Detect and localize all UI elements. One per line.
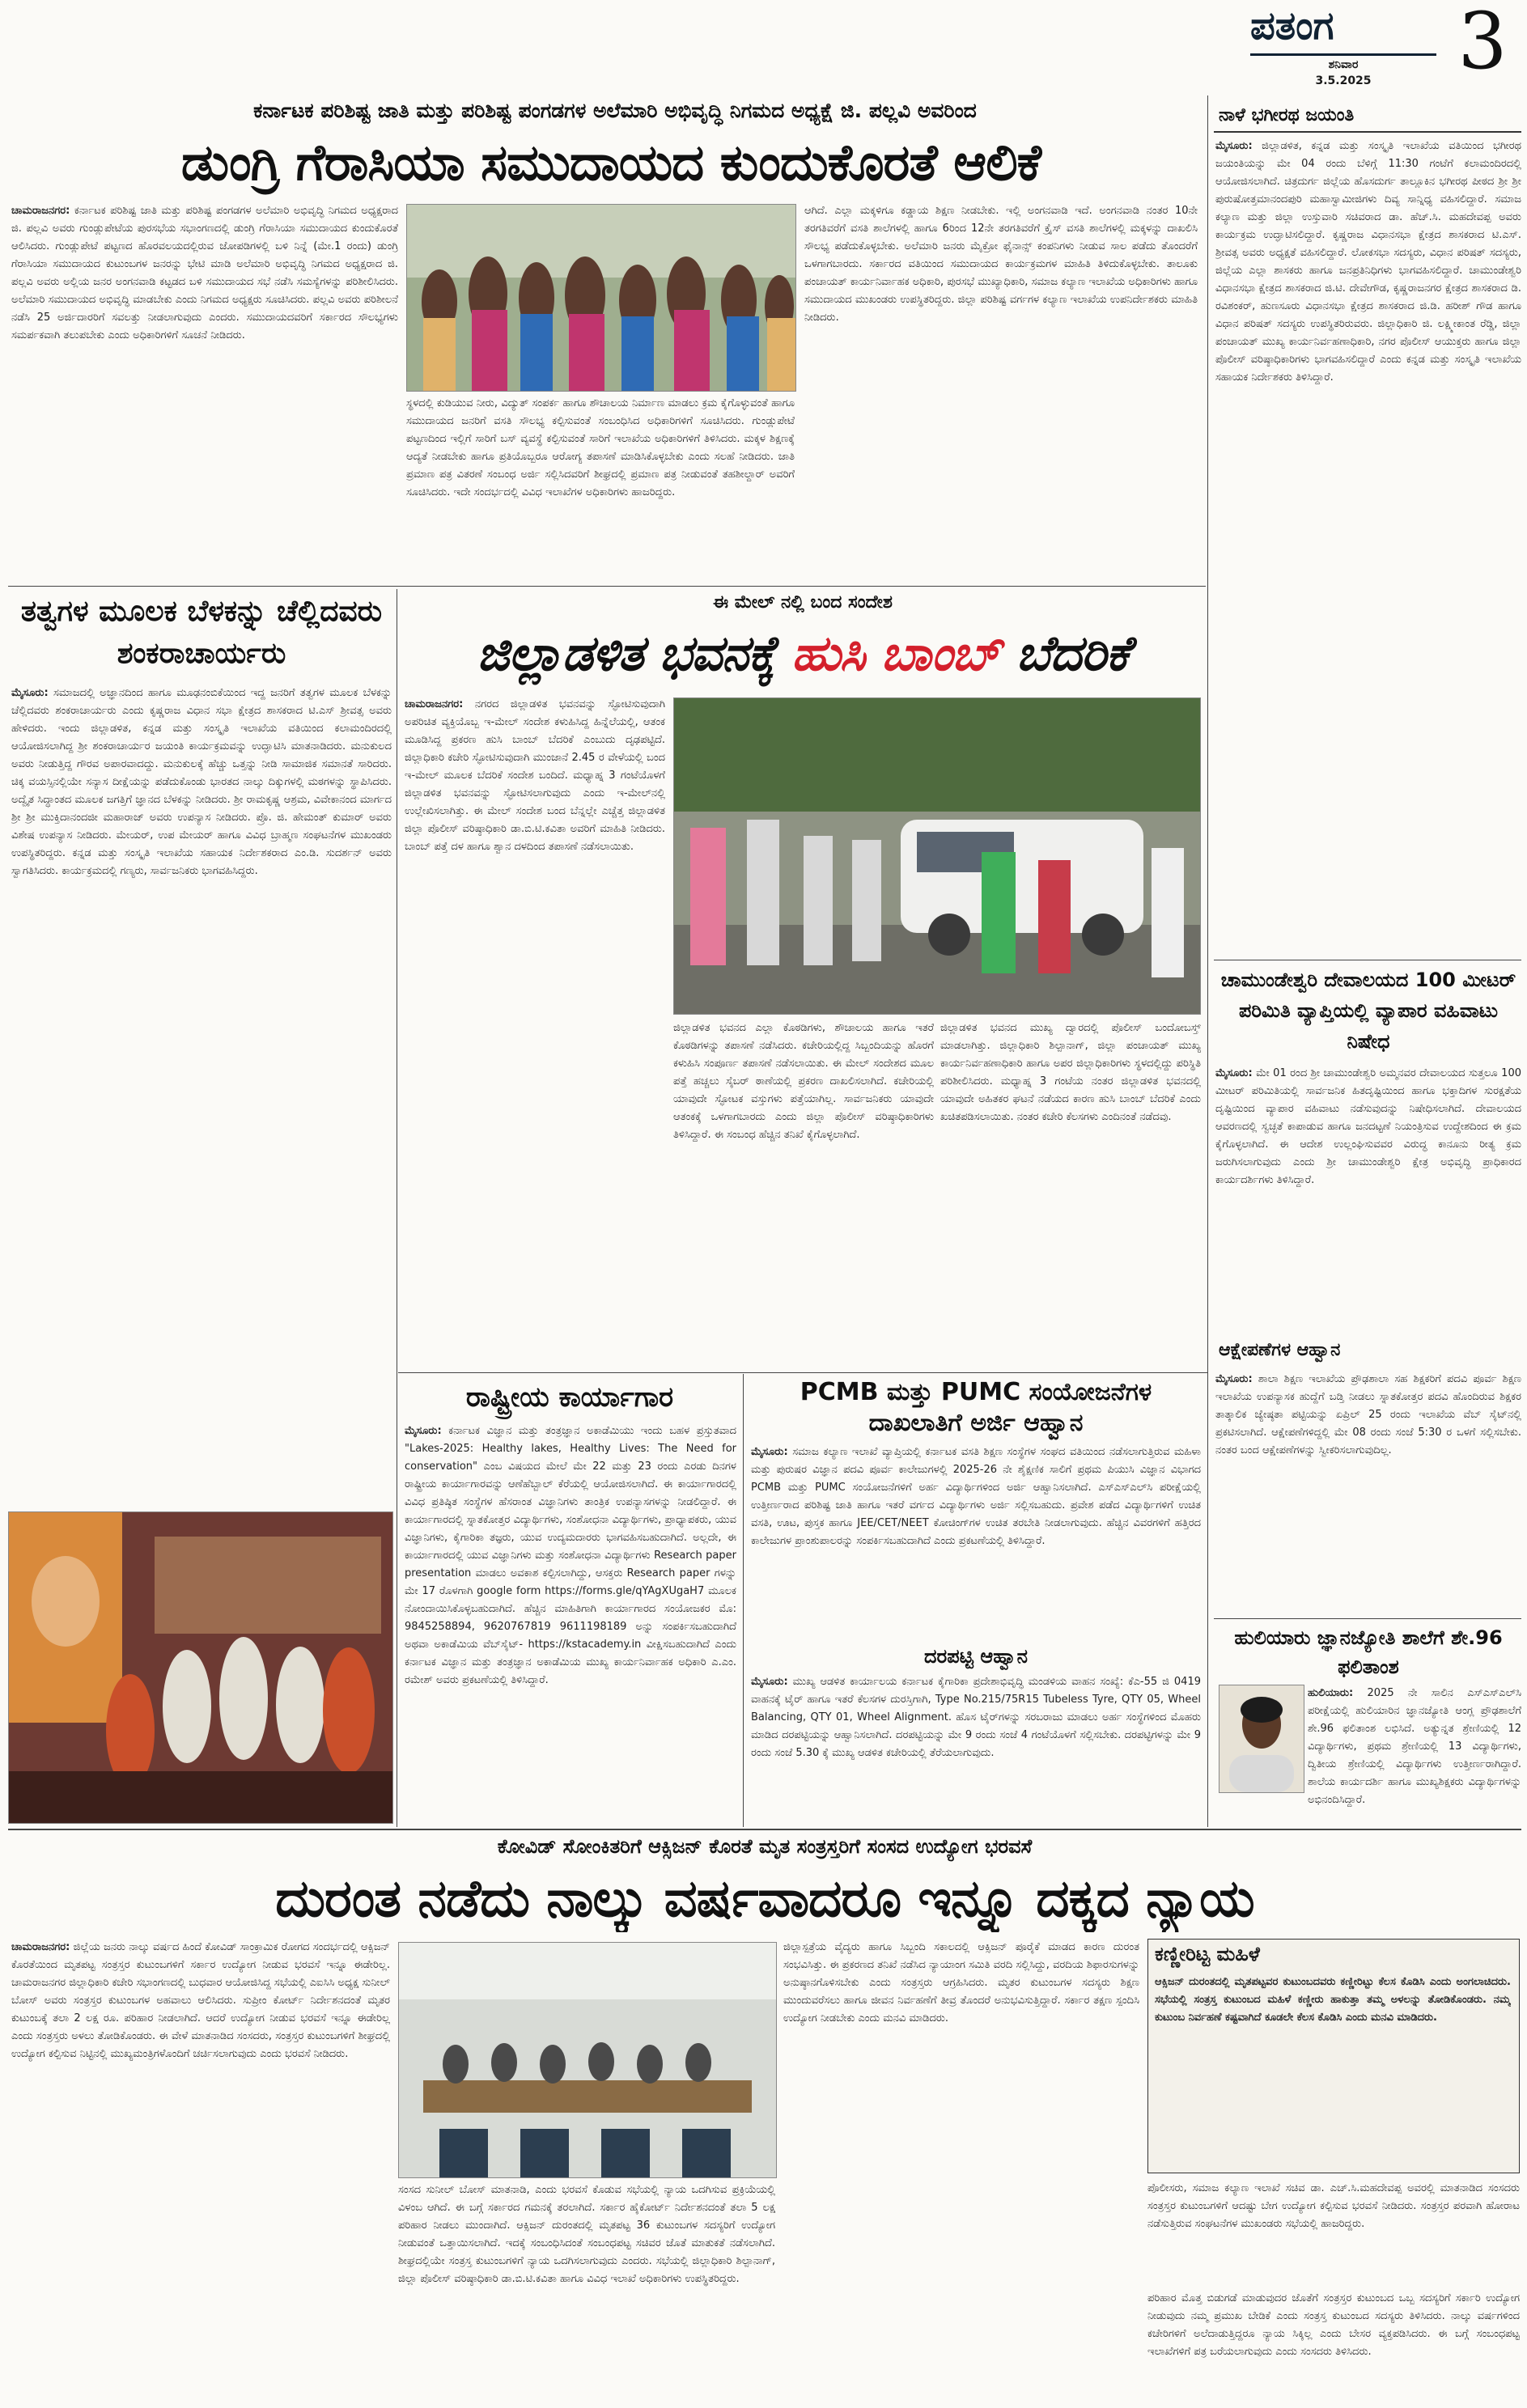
lead-photo <box>406 204 796 392</box>
tender-dateline: ಮೈಸೂರು: <box>751 1676 788 1688</box>
temple-text: ಮೇ 01 ರಂದ ಶ್ರೀ ಚಾಮುಂಡೇಶ್ವರಿ ಅಮ್ಮನವರ ದೇವಾಲಯದ ಸುತ್ತಲೂ 100 ಮೀಟರ್ ಪರಿಮಿತಿಯಲ್ಲಿ ಸಾರ್ವಜನಿಕ ಹಿತದೃಷ್ಟಿಯಿಂದ ಹಾಗೂ ಭಕ್ತಾದಿಗಳ ಸುರಕ್ಷತೆಯ ದೃಷ್ಟಿಯಿಂದ ವ್ಯಾಪಾರ ವಹಿವಾಟು ನಡೆಸುವುದನ್ನು ನಿಷೇಧಿಸಲಾಗಿದೆ. ದೇವಾಲಯದ ಆವರಣದಲ್ಲಿ ಸ್ವಚ್ಛತೆ ಕಾಪಾಡುವ ಹಾಗೂ ಜನದಟ್ಟಣೆ ನಿಯಂತ್ರಿಸುವ ಉದ್ದೇಶದಿಂದ ಈ ಕ್ರಮ ಕೈಗೊಳ್ಳಲಾಗಿದೆ. ಈ ಆದೇಶ ಉಲ್ಲಂಘಿಸುವವರ ವಿರುದ್ಧ ಕಾನೂನು ರೀತ್ಯ ಕ್ರಮ ಜರುಗಿಸಲಾಗುವುದು ಎಂದು ಶ್ರೀ ಚಾಮುಂಡೇಶ್ವರಿ ಕ್ಷೇತ್ರ ಅಭಿವೃದ್ಧಿ ಪ್ರಾಧಿಕಾರದ ಕಾರ್ಯದರ್ಶಿಗಳು ತಿಳಿಸಿದ್ದಾರೆ. <box>1215 1067 1521 1186</box>
lead-headline: ಡುಂಗ್ರಿ ಗೆರಾಸಿಯಾ ಸಮುದಾಯದ ಕುಂದುಕೊರತೆ ಆಲಿಕೆ <box>180 133 1041 192</box>
section-rule <box>8 586 1206 587</box>
bomb-headline <box>405 618 1201 689</box>
workshop-body <box>405 1422 736 1822</box>
student-photo <box>1219 1685 1304 1793</box>
bottom-section-rule <box>8 1829 1521 1830</box>
covid-dateline: ಚಾಮರಾಜನಗರ: <box>11 1941 70 1953</box>
pcmb-title-line-2: ದಾಖಲಾತಿಗೆ ಅರ್ಜಿ ಆಹ್ವಾನ <box>868 1409 1084 1437</box>
page-number: 3 <box>1457 0 1508 87</box>
masthead-rule <box>1250 53 1436 56</box>
column-rule <box>1207 95 1208 1827</box>
covid-col-4: ಪರಿಹಾರ ಮೊತ್ತ ಬಿಡುಗಡೆ ಮಾಡುವುದರ ಜೊತೆಗೆ ಸಂತ್ರಸ್ತರ ಕುಟುಂಬದ ಒಬ್ಬ ಸದಸ್ಯರಿಗೆ ಸರ್ಕಾರಿ ಉದ್ಯೋಗ ನೀಡುವುದು ನಮ್ಮ ಪ್ರಮುಖ ಬೇಡಿಕೆ ಎಂದು ಸಂತ್ರಸ್ತ ಕುಟುಂಬದ ಸದಸ್ಯರು ತಿಳಿಸಿದರು. ನಾಲ್ಕು ವರ್ಷಗಳಿಂದ ಕಚೇರಿಗಳಿಗೆ ಅಲೆದಾಡುತ್ತಿದ್ದರೂ ನ್ಯಾಯ ಸಿಕ್ಕಿಲ್ಲ ಎಂದು ಬೇಸರ ವ್ಯಕ್ತಪಡಿಸಿದರು. ಈ ಬಗ್ಗೆ ಸಂಬಂಧಪಟ್ಟ ಇಲಾಖೆಗಳಿಗೆ ಪತ್ರ ಬರೆಯಲಾಗುವುದು ಎಂದು ಸಂಸದರು ತಿಳಿಸಿದರು. <box>1147 2292 1520 2358</box>
pcmb-title-line-1: PCMB ಮತ್ತು PUMC ಸಂಯೋಜನೆಗಳ <box>800 1378 1152 1406</box>
temple-dateline: ಮೈಸೂರು: <box>1215 1067 1253 1079</box>
appeal-dateline: ಮೈಸೂರು: <box>1215 1373 1253 1385</box>
sidebar-top-body <box>1215 138 1521 955</box>
sidebar-rule-2 <box>1214 1618 1521 1619</box>
shankara-photo <box>8 1511 393 1824</box>
bomb-col-1-text: ನಗರದ ಜಿಲ್ಲಾಡಳಿತ ಭವನವನ್ನು ಸ್ಫೋಟಿಸುವುದಾಗಿ ಅಪರಿಚಿತ ವ್ಯಕ್ತಿಯೊಬ್ಬ ಇ-ಮೇಲ್ ಸಂದೇಶ ಕಳುಹಿಸಿದ್ದ ಹಿನ್ನೆಲೆಯಲ್ಲಿ, ಆತಂಕ ಮೂಡಿಸಿದ್ದ ಪ್ರಕರಣ ಹುಸಿ ಬಾಂಬ್ ಬೆದರಿಕೆ ಎಂಬುದು ದೃಢಪಟ್ಟಿದೆ. ಜಿಲ್ಲಾಧಿಕಾರಿ ಕಚೇರಿ ಸ್ಫೋಟಿಸುವುದಾಗಿ ಮುಂಜಾನೆ 2.45 ರ ವೇಳೆಯಲ್ಲಿ ಬಂದ ಇ-ಮೇಲ್ ಮೂಲಕ ಬೆದರಿಕೆ ಸಂದೇಶ ಬಂದಿದೆ. ಮಧ್ಯಾಹ್ನ 3 ಗಂಟೆಯೊಳಗೆ ಜಿಲ್ಲಾಡಳಿತ ಭವನವನ್ನು ಸ್ಫೋಟಿಸಲಾಗುವುದು ಎಂದು ಇ-ಮೇಲ್‌ನಲ್ಲಿ ಉಲ್ಲೇಖಿಸಲಾಗಿತ್ತು. ಈ ಮೇಲ್ ಸಂದೇಶ ಬಂದ ಬೆನ್ನಲ್ಲೇ ಎಚ್ಚೆತ್ತ ಜಿಲ್ಲಾಡಳಿತ ಜಿಲ್ಲಾ ಪೊಲೀಸ್ ವರಿಷ್ಠಾಧಿಕಾರಿ ಡಾ.ಬಿ.ಟಿ.ಕವಿತಾ ಅವರಿಗೆ ಮಾಹಿತಿ ನೀಡಿದರು. ಬಾಂಬ್ ಪತ್ತೆ ದಳ ಹಾಗೂ ಶ್ವಾನ ದಳದಿಂದ ತಪಾಸಣೆ ನಡೆಸಲಾಯಿತು. <box>405 698 665 853</box>
school-body <box>1308 1685 1521 1822</box>
bomb-col-3: ಜಿಲ್ಲಾಡಳಿತ ಭವನದ ಮುಖ್ಯ ದ್ವಾರದಲ್ಲಿ ಪೊಲೀಸ್ ಬಂದೋಬಸ್ತ್ ಮಾಡಲಾಗಿತ್ತು. ಜಿಲ್ಲಾಧಿಕಾರಿ ಶಿಲ್ಪಾನಾಗ್, ಜಿಲ್ಲಾ ಪಂಚಾಯತ್ ಮುಖ್ಯ ಕಾರ್ಯನಿರ್ವಹಣಾಧಿಕಾರಿ ಹಾಗೂ ಅಪರ ಜಿಲ್ಲಾಧಿಕಾರಿಗಳು ಸ್ಥಳದಲ್ಲಿದ್ದು ಪರಿಸ್ಥಿತಿ ಪರಿಶೀಲಿಸಿದರು. ಮಧ್ಯಾಹ್ನ 3 ಗಂಟೆಯ ನಂತರ ಜಿಲ್ಲಾಡಳಿತ ಭವನದಲ್ಲಿ ಯಾವುದೇ ಅಹಿತಕರ ಘಟನೆ ನಡೆಯದ ಕಾರಣ ಹುಸಿ ಬಾಂಬ್ ಬೆದರಿಕೆ ಎಂದು ಖಚಿತಪಡಿಸಲಾಯಿತು. ನಂತರ ಕಚೇರಿ ಕೆಲಸಗಳು ಎಂದಿನಂತೆ ನಡೆದವು. <box>940 1022 1201 1123</box>
pcmb-dateline: ಮೈಸೂರು: <box>751 1446 788 1458</box>
tears-title: ಕಣ್ಣೀರಿಟ್ಟ ಮಹಿಳೆ <box>1155 1943 1260 1965</box>
workshop-rule <box>743 1374 744 1827</box>
lead-kicker: ಕರ್ನಾಟಕ ಪರಿಶಿಷ್ಟ ಜಾತಿ ಮತ್ತು ಪರಿಶಿಷ್ಟ ಪಂಗಡಗಳ ಅಲೆಮಾರಿ ಅಭಿವೃದ್ಧಿ ನಿಗಮದ ಅಧ್ಯಕ್ಷೆ ಜಿ. ಪಲ್ಲವಿ ಅವರಿಂದ <box>253 99 977 122</box>
tender-text: ಮುಖ್ಯ ಆಡಳಿತ ಕಾರ್ಯಾಲಯ ಕರ್ನಾಟಕ ಕೈಗಾರಿಕಾ ಪ್ರದೇಶಾಭಿವೃದ್ಧಿ ಮಂಡಳಿಯ ವಾಹನ ಸಂಖ್ಯೆ: ಕೆಎ-55 ಜಿ 0419 ವಾಹನಕ್ಕೆ ಟೈರ್ ಹಾಗೂ ಇತರೆ ಕೆಲಸಗಳ ದುರಸ್ತಿಗಾಗಿ, Type No.215/75R15 Tubeless Tyre, QTY 05, Wheel Balancing, QTY 01, Wheel Alignment. ಹೊಸ ಟೈರ್‌ಗಳನ್ನು ಸರಬರಾಜು ಮಾಡಲು ಅರ್ಹ ಸಂಸ್ಥೆಗಳಿಂದ ಮೊಹರು ಮಾಡಿದ ದರಪಟ್ಟಿಯನ್ನು ಆಹ್ವಾನಿಸಲಾಗಿದೆ. ದರಪಟ್ಟಿಯನ್ನು ಮೇ 9 ರಂದು ಸಂಜೆ 4 ಗಂಟೆಯೊಳಗೆ ಸಲ್ಲಿಸಬೇಕು. ದರಪಟ್ಟಿಗಳನ್ನು ಮೇ 9 ರಂದು ಸಂಜೆ 5.30 ಕ್ಕೆ ಮುಖ್ಯ ಆಡಳಿತ ಕಚೇರಿಯಲ್ಲಿ ತೆರೆಯಲಾಗುವುದು. <box>751 1676 1201 1759</box>
masthead <box>1234 0 1527 95</box>
covid-col-2: ಸಂಸದ ಸುನೀಲ್ ಬೋಸ್ ಮಾತನಾಡಿ, ಎಂದು ಭರವಸೆ ಕೊಡುವ ಸಭೆಯಲ್ಲಿ ನ್ಯಾಯ ಒದಗಿಸುವ ಪ್ರಕ್ರಿಯೆಯಲ್ಲಿ ವಿಳಂಬ ಆಗಿದೆ. ಈ ಬಗ್ಗೆ ಸರ್ಕಾರದ ಗಮನಕ್ಕೆ ತರಲಾಗಿದೆ. ಸರ್ಕಾರ ಹೈಕೋರ್ಟ್ ನಿರ್ದೇಶನದಂತೆ ತಲಾ 5 ಲಕ್ಷ ಪರಿಹಾರ ನೀಡಲು ಮುಂದಾಗಿದೆ. ಆಕ್ಸಿಜನ್ ದುರಂತದಲ್ಲಿ ಮೃತಪಟ್ಟ 36 ಕುಟುಂಬಗಳ ಸದಸ್ಯರಿಗೆ ಉದ್ಯೋಗ ನೀಡುವಂತೆ ಒತ್ತಾಯಿಸಲಾಗಿದೆ. ಇದಕ್ಕೆ ಸಂಬಂಧಿಸಿದಂತೆ ಸಂಬಂಧಪಟ್ಟ ಸಚಿವರ ಜೊತೆ ಮಾತುಕತೆ ನಡೆಸಲಾಗಿದೆ. ಶೀಘ್ರದಲ್ಲಿಯೇ ಸಂತ್ರಸ್ತ ಕುಟುಂಬಗಳಿಗೆ ನ್ಯಾಯ ಒದಗಿಸಲಾಗುವುದು ಎಂದರು. ಸಭೆಯಲ್ಲಿ ಜಿಲ್ಲಾಧಿಕಾರಿ ಶಿಲ್ಪಾನಾಗ್, ಜಿಲ್ಲಾ ಪೊಲೀಸ್ ವರಿಷ್ಠಾಧಿಕಾರಿ ಡಾ.ಬಿ.ಟಿ.ಕವಿತಾ ಹಾಗೂ ವಿವಿಧ ಇಲಾಖೆ ಅಧಿಕಾರಿಗಳು ಉಪಸ್ಥಿತರಿದ್ದರು. <box>398 2184 775 2285</box>
school-dateline: ಹುಲಿಯಾರು: <box>1308 1687 1354 1699</box>
bomb-col-1 <box>405 696 665 1367</box>
shankara-text: ಸಮಾಜದಲ್ಲಿ ಅಜ್ಞಾನದಿಂದ ಹಾಗೂ ಮೂಢನಂಬಿಕೆಯಿಂದ ಇದ್ದ ಜನರಿಗೆ ತತ್ವಗಳ ಮೂಲಕ ಬೆಳಕನ್ನು ಚೆಲ್ಲಿದವರು ಶಂಕರಾಚಾರ್ಯರು ಎಂದು ಕೃಷ್ಣರಾಜ ವಿಧಾನ ಸಭಾ ಕ್ಷೇತ್ರದ ಶಾಸಕರಾದ ಟಿ.ಎಸ್ ಶ್ರೀವತ್ಸ ಅವರು ಹೇಳಿದರು. ಇಂದು ಜಿಲ್ಲಾಡಳಿತ, ಕನ್ನಡ ಮತ್ತು ಸಂಸ್ಕೃತಿ ಇಲಾಖೆಯ ವತಿಯಿಂದ ಕಲಾಮಂದಿರದಲ್ಲಿ ಆಯೋಜಿಸಲಾಗಿದ್ದ ಶ್ರೀ ಶಂಕರಾಚಾರ್ಯರ ಜಯಂತಿ ಕಾರ್ಯಕ್ರಮವನ್ನು ಉದ್ಘಾಟಿಸಿ ಮಾತನಾಡಿದರು. ಮನುಕುಲದ ಅವರು ನೀಡುತ್ತಿದ್ದ ಗೌರವ ಅಪಾರವಾದದ್ದು. ಮನುಕುಲಕ್ಕೆ ಹೆಚ್ಚು ಒತ್ತನ್ನು ನೀಡಿ ಸಾಮಾಜಿಕ ಸಮಾನತೆ ಸಾರಿದರು. ಚಿಕ್ಕ ವಯಸ್ಸಿನಲ್ಲಿಯೇ ಸನ್ಯಾಸ ದೀಕ್ಷೆಯನ್ನು ಪಡೆದುಕೊಂಡು ಭಾರತದ ನಾಲ್ಕು ದಿಕ್ಕುಗಳಲ್ಲಿ ಮಠಗಳನ್ನು ಸ್ಥಾಪಿಸಿದರು. ಅದ್ವೈತ ಸಿದ್ಧಾಂತದ ಮೂಲಕ ಜಗತ್ತಿಗೆ ಜ್ಞಾನದ ಬೆಳಕನ್ನು ನೀಡಿದರು. ಶ್ರೀ ರಾಮಕೃಷ್ಣ ಆಶ್ರಮ, ವಿವೇಕಾನಂದ ಮಾರ್ಗದ ಶ್ರೀ ಶ್ರೀ ಮುಕ್ತಿದಾನಂದಜೀ ಮಹಾರಾಜ್ ಅವರು ಉಪನ್ಯಾಸ ನೀಡಿದರು. ಪ್ರೊ. ಜಿ. ಹೇಮಂತ್ ಕುಮಾರ್ ಅವರು ವಿಶೇಷ ಉಪನ್ಯಾಸ ನೀಡಿದರು. ಮೇಯರ್, ಉಪ ಮೇಯರ್ ಹಾಗೂ ವಿವಿಧ ಬ್ರಾಹ್ಮಣ ಸಂಘಟನೆಗಳ ಮುಖಂಡರು ಉಪಸ್ಥಿತರಿದ್ದರು. ಕನ್ನಡ ಮತ್ತು ಸಂಸ್ಕೃತಿ ಇಲಾಖೆಯ ಸಹಾಯಕ ನಿರ್ದೇಶಕರಾದ ಎಂ.ಡಿ. ಸುದರ್ಶನ್ ಅವರು ಸ್ವಾಗತಿಸಿದರು. ಕಾರ್ಯಕ್ರಮದಲ್ಲಿ ಗಣ್ಯರು, ಸಾರ್ವಜನಿಕರು ಭಾಗವಹಿಸಿದ್ದರು. <box>11 687 392 877</box>
bomb-headline-pre: ಜಿಲ್ಲಾಡಳಿತ ಭವನಕ್ಕೆ <box>477 625 776 682</box>
masthead-date: 3.5.2025 <box>1315 74 1372 87</box>
pcmb-text: ಸಮಾಜ ಕಲ್ಯಾಣ ಇಲಾಖೆ ವ್ಯಾಪ್ತಿಯಲ್ಲಿ ಕರ್ನಾಟಕ ವಸತಿ ಶಿಕ್ಷಣ ಸಂಸ್ಥೆಗಳ ಸಂಘದ ವತಿಯಿಂದ ನಡೆಸಲಾಗುತ್ತಿರುವ ಮಹಿಳಾ ಮತ್ತು ಪುರುಷರ ವಿಜ್ಞಾನ ಪದವಿ ಪೂರ್ವ ಕಾಲೇಜುಗಳಲ್ಲಿ 2025-26 ನೇ ಶೈಕ್ಷಣಿಕ ಸಾಲಿಗೆ ಪ್ರಥಮ ಪಿಯುಸಿ ವಿಜ್ಞಾನ ವಿಭಾಗದ PCMB ಮತ್ತು PUMC ಸಂಯೋಜನೆಗಳಿಗೆ ಅರ್ಹ ವಿದ್ಯಾರ್ಥಿಗಳಿಂದ ಅರ್ಜಿ ಆಹ್ವಾನಿಸಲಾಗಿದೆ. ಎಸ್ಎಸ್ಎಲ್‌ಸಿ ಪರೀಕ್ಷೆಯಲ್ಲಿ ಉತ್ತೀರ್ಣರಾದ ಪರಿಶಿಷ್ಟ ಜಾತಿ ಹಾಗೂ ಇತರೆ ವರ್ಗದ ವಿದ್ಯಾರ್ಥಿಗಳು ಅರ್ಜಿ ಸಲ್ಲಿಸಬಹುದು. ಪ್ರವೇಶ ಪಡೆದ ವಿದ್ಯಾರ್ಥಿಗಳಿಗೆ ಉಚಿತ ವಸತಿ, ಊಟ, ಪುಸ್ತಕ ಹಾಗೂ JEE/CET/NEET ಕೋಚಿಂಗ್‌ಗಳ ಉಚಿತ ತರಬೇತಿ ನೀಡಲಾಗುವುದು. ಹೆಚ್ಚಿನ ವಿವರಗಳಿಗೆ ಹತ್ತಿರದ ಕಾಲೇಜುಗಳ ಪ್ರಾಂಶುಪಾಲರನ್ನು ಸಂಪರ್ಕಿಸಬಹುದಾಗಿದೆ ಎಂದು ಪ್ರಕಟಣೆಯಲ್ಲಿ ತಿಳಿಸಿದ್ದಾರೆ. <box>751 1446 1201 1547</box>
covid-headline: ದುರಂತ ನಡೆದು ನಾಲ್ಕು ವರ್ಷವಾದರೂ ಇನ್ನೂ ದಕ್ಕದ ನ್ಯಾಯ <box>275 1869 1254 1929</box>
lead-col-1-text: ಕರ್ನಾಟಕ ಪರಿಶಿಷ್ಟ ಜಾತಿ ಮತ್ತು ಪರಿಶಿಷ್ಟ ಪಂಗಡಗಳ ಅಲೆಮಾರಿ ಅಭಿವೃದ್ಧಿ ನಿಗಮದ ಅಧ್ಯಕ್ಷರಾದ ಜಿ. ಪಲ್ಲವಿ ಅವರು ಗುಂಡ್ಲುಪೇಟೆಯ ಪುರಸಭೆಯ ಸಭಾಂಗಣದಲ್ಲಿ ಡುಂಗ್ರಿ ಗೆರಾಸಿಯಾ ಸಮುದಾಯದ ಕುಂದುಕೊರತೆ ಆಲಿಸಿದರು. ಗುಂಡ್ಲುಪೇಟೆ ಪಟ್ಟಣದ ಹೊರವಲಯದಲ್ಲಿರುವ ಜೋಪಡಿಗಳಲ್ಲಿ ಬಳಿ ನಿನ್ನೆ (ಮೇ.1 ರಂದು) ಡುಂಗ್ರಿ ಗೆರಾಸಿಯಾ ಸಮುದಾಯದ ಕುಟುಂಬಗಳ ಜನರನ್ನು ಭೇಟಿ ಮಾಡಿ ಅಲೆಮಾರಿ ಅಭಿವೃದ್ಧಿ ನಿಗಮದ ಅಧ್ಯಕ್ಷರಾದ ಜಿ. ಪಲ್ಲವಿ ಅವರು ಅಲ್ಲಿಯ ಜನರ ಅಂಗನವಾಡಿ ಕಟ್ಟಡದ ಬಳಿ ಸಮುದಾಯದ ಸಭೆ ನಡೆಸಿ ಸಮಸ್ಯೆಗಳನ್ನು ಪರಿಶೀಲಿಸಿದರು. ಅಲೆಮಾರಿ ಸಮುದಾಯದ ಅಭಿವೃದ್ಧಿ ಮಾಡಬೇಕು ಎಂದು ನಿಗಮದ ಅಧ್ಯಕ್ಷರು ಸೂಚಿಸಿದರು. ಪಲ್ಲವಿ ಅವರು ಪರಿಶೀಲನೆ ನಡೆಸಿ 25 ಅರ್ಜಿದಾರರಿಗೆ ಸವಲತ್ತು ನೀಡಲಾಗುವುದು ಎಂದರು. ಸಮುದಾಯದವರಿಗೆ ಸರ್ಕಾರದ ಸೌಲಭ್ಯಗಳು ಸಮರ್ಪಕವಾಗಿ ತಲುಪಬೇಕು ಎಂದು ಅಧಿಕಾರಿಗಳಿಗೆ ಸೂಚನೆ ನೀಡಿದರು. <box>11 205 398 341</box>
workshop-title: ರಾಷ್ಟ್ರೀಯ ಕಾರ್ಯಾಗಾರ <box>465 1381 674 1414</box>
covid-kicker: ಕೋವಿಡ್ ಸೋಂಕಿತರಿಗೆ ಆಕ್ಸಿಜನ್ ಕೊರತೆ ಮೃತ ಸಂತ್ರಸ್ತರಿಗೆ ಸಂಸದ ಉದ್ಯೋಗ ಭರವಸೆ <box>497 1835 1033 1858</box>
lead-col-1 <box>11 202 398 581</box>
appeal-body <box>1215 1371 1521 1613</box>
school-text: 2025 ನೇ ಸಾಲಿನ ಎಸ್‌ಎಸ್‌ಎಲ್‌ಸಿ ಪರೀಕ್ಷೆಯಲ್ಲಿ ಹುಲಿಯಾರಿನ ಜ್ಞಾನಜ್ಯೋತಿ ಆಂಗ್ಲ ಪ್ರೌಢಶಾಲೆಗೆ ಶೇ.96 ಫಲಿತಾಂಶ ಲಭಿಸಿದೆ. ಅತ್ಯುನ್ನತ ಶ್ರೇಣಿಯಲ್ಲಿ 12 ವಿದ್ಯಾರ್ಥಿಗಳು, ಪ್ರಥಮ ಶ್ರೇಣಿಯಲ್ಲಿ 13 ವಿದ್ಯಾರ್ಥಿಗಳು, ದ್ವಿತೀಯ ಶ್ರೇಣಿಯಲ್ಲಿ ವಿದ್ಯಾರ್ಥಿಗಳು ಉತ್ತೀರ್ಣರಾಗಿದ್ದಾರೆ. ಶಾಲೆಯ ಕಾರ್ಯದರ್ಶಿ ಹಾಗೂ ಮುಖ್ಯಶಿಕ್ಷಕರು ವಿದ್ಯಾರ್ಥಿಗಳನ್ನು ಅಭಿನಂದಿಸಿದ್ದಾರೆ. <box>1308 1687 1521 1806</box>
bomb-col-2: ಜಿಲ್ಲಾಡಳಿತ ಭವನದ ಎಲ್ಲಾ ಕೊಠಡಿಗಳು, ಶೌಚಾಲಯ ಹಾಗೂ ಇತರೆ ಕೊಠಡಿಗಳನ್ನು ತಪಾಸಣೆ ನಡೆಸಿದರು. ಕಚೇರಿಯಲ್ಲಿದ್ದ ಸಿಬ್ಬಂದಿಯನ್ನು ಹೊರಗೆ ಕಳುಹಿಸಿ ಸಂಪೂರ್ಣ ತಪಾಸಣೆ ನಡೆಸಲಾಯಿತು. ಈ ಮೇಲ್ ಸಂದೇಶದ ಮೂಲ ಪತ್ತೆ ಹಚ್ಚಲು ಸೈಬರ್ ಠಾಣೆಯಲ್ಲಿ ಪ್ರಕರಣ ದಾಖಲಿಸಲಾಗಿದೆ. ಕಚೇರಿಯಲ್ಲಿ ಯಾವುದೇ ಸ್ಫೋಟಕ ವಸ್ತುಗಳು ಪತ್ತೆಯಾಗಿಲ್ಲ. ಸಾರ್ವಜನಿಕರು ಯಾವುದೇ ಆತಂಕಕ್ಕೆ ಒಳಗಾಗಬಾರದು ಎಂದು ಜಿಲ್ಲಾ ಪೊಲೀಸ್ ವರಿಷ್ಠಾಧಿಕಾರಿಗಳು ತಿಳಿಸಿದ್ದಾರೆ. ಈ ಸಂಬಂಧ ಹೆಚ್ಚಿನ ತನಿಖೆ ಕೈಗೊಳ್ಳಲಾಗಿದೆ. <box>673 1022 934 1141</box>
school-title: ಹುಲಿಯಾರು ಜ್ಞಾನಜ್ಯೋತಿ ಶಾಲೆಗೆ ಶೇ.96 ಫಲಿತಾಂಶ <box>1234 1626 1503 1678</box>
workshop-dateline: ಮೈಸೂರು: <box>405 1425 442 1437</box>
pcmb-body <box>751 1444 1201 1638</box>
shankara-title: ತತ್ವಗಳ ಮೂಲಕ ಬೆಳಕನ್ನು ಚೆಲ್ಲಿದವರು ಶಂಕರಾಚಾರ್ಯರು <box>20 595 383 670</box>
covid-col-1-text: ಜಿಲ್ಲೆಯ ಜನರು ನಾಲ್ಕು ವರ್ಷದ ಹಿಂದೆ ಕೋವಿಡ್ ಸಾಂಕ್ರಾಮಿಕ ರೋಗದ ಸಂದರ್ಭದಲ್ಲಿ ಆಕ್ಸಿಜನ್ ಕೊರತೆಯಿಂದ ಮೃತಪಟ್ಟ ಸಂತ್ರಸ್ತರ ಕುಟುಂಬಗಳಿಗೆ ಸರ್ಕಾರ ಉದ್ಯೋಗ ನೀಡುವ ಭರವಸೆ ಇನ್ನೂ ಈಡೇರಿಲ್ಲ. ಚಾಮರಾಜನಗರ ಜಿಲ್ಲಾಧಿಕಾರಿ ಕಚೇರಿ ಸಭಾಂಗಣದಲ್ಲಿ ಬುಧವಾರ ಆಯೋಜಿಸಿದ್ದ ಸಭೆಯಲ್ಲಿ ಎಐಸಿಸಿ ಅಧ್ಯಕ್ಷ ಸುನೀಲ್ ಬೋಸ್ ಅವರು ಸಂತ್ರಸ್ತರ ಕುಟುಂಬಗಳ ಅಹವಾಲು ಆಲಿಸಿದರು. ಸುಪ್ರೀಂ ಕೋರ್ಟ್ ನಿರ್ದೇಶನದಂತೆ ಮೃತರ ಕುಟುಂಬಕ್ಕೆ ತಲಾ 2 ಲಕ್ಷ ರೂ. ಪರಿಹಾರ ನೀಡಲಾಗಿದೆ. ಆದರೆ ಉದ್ಯೋಗ ನೀಡುವ ಭರವಸೆ ಇನ್ನೂ ಈಡೇರಿಲ್ಲ ಎಂದು ಸಂತ್ರಸ್ತರು ಅಳಲು ತೋಡಿಕೊಂಡರು. ಈ ವೇಳೆ ಮಾತನಾಡಿದ ಸಂಸದರು, ಸಂತ್ರಸ್ತರ ಕುಟುಂಬಗಳಿಗೆ ಶೀಘ್ರದಲ್ಲಿ ಉದ್ಯೋಗ ಕಲ್ಪಿಸುವ ನಿಟ್ಟಿನಲ್ಲಿ ಮುಖ್ಯಮಂತ್ರಿಗಳೊಂದಿಗೆ ಚರ್ಚಿಸಲಾಗುವುದು ಎಂದು ಭರವಸೆ ನೀಡಿದರು. <box>11 1941 390 2060</box>
shankara-dateline: ಮೈಸೂರು: <box>11 687 49 699</box>
covid-photo <box>398 1942 777 2178</box>
tears-body: ಪೊಲೀಸರು, ಸಮಾಜ ಕಲ್ಯಾಣ ಇಲಾಖೆ ಸಚಿವ ಡಾ. ಎಚ್.ಸಿ.ಮಹದೇವಪ್ಪ ಅವರಲ್ಲಿ ಮಾತನಾಡಿದ ಸಂಸದರು ಸಂತ್ರಸ್ತರ ಕುಟುಂಬಗಳಿಗೆ ಆದಷ್ಟು ಬೇಗ ಉದ್ಯೋಗ ಕಲ್ಪಿಸುವ ಭರವಸೆ ನೀಡಿದರು. ಸಂತ್ರಸ್ತರ ಪರವಾಗಿ ಹೋರಾಟ ನಡೆಸುತ್ತಿರುವ ಸಂಘಟನೆಗಳ ಮುಖಂಡರು ಸಭೆಯಲ್ಲಿ ಹಾಜರಿದ್ದರು. <box>1147 2182 1520 2230</box>
masthead-name: ಪತಂಗ <box>1250 3 1334 49</box>
bomb-photo <box>673 697 1201 1015</box>
shankara-body <box>11 685 392 1505</box>
sidebar-top-dateline: ಮೈಸೂರು: <box>1215 140 1253 152</box>
bomb-headline-post: ಬೆದರಿಕೆ <box>1016 625 1129 682</box>
tears-lead: ಆಕ್ಸಿಜನ್ ದುರಂತದಲ್ಲಿ ಮೃತಪಟ್ಟವರ ಕುಟುಂಬದವರು ಕಣ್ಣೀರಿಟ್ಟು ಕೆಲಸ ಕೊಡಿಸಿ ಎಂದು ಅಂಗಲಾಚಿದರು. ಸಭೆಯಲ್ಲಿ ಸಂತ್ರಸ್ತ ಕುಟುಂಬದ ಮಹಿಳೆ ಕಣ್ಣೀರು ಹಾಕುತ್ತಾ ತಮ್ಮ ಅಳಲನ್ನು ತೋಡಿಕೊಂಡರು. ನಮ್ಮ ಕುಟುಂಬ ನಿರ್ವಹಣೆ ಕಷ್ಟವಾಗಿದೆ ಕೂಡಲೇ ಕೆಲಸ ಕೊಡಿಸಿ ಎಂದು ಮನವಿ ಮಾಡಿದರು. <box>1155 1976 1511 2024</box>
appeal-title: ಆಕ್ಷೇಪಣೆಗಳ ಆಹ್ವಾನ <box>1219 1340 1341 1360</box>
covid-col-3: ಜಿಲ್ಲಾಸ್ಪತ್ರೆಯ ವೈದ್ಯರು ಹಾಗೂ ಸಿಬ್ಬಂದಿ ಸಕಾಲದಲ್ಲಿ ಆಕ್ಸಿಜನ್ ಪೂರೈಕೆ ಮಾಡದ ಕಾರಣ ದುರಂತ ಸಂಭವಿಸಿತ್ತು. ಈ ಪ್ರಕರಣದ ತನಿಖೆ ನಡೆಸಿದ ನ್ಯಾಯಾಂಗ ಸಮಿತಿ ವರದಿ ಸಲ್ಲಿಸಿದ್ದು, ವರದಿಯ ಶಿಫಾರಸುಗಳನ್ನು ಅನುಷ್ಠಾನಗೊಳಿಸಬೇಕು ಎಂದು ಸಂತ್ರಸ್ತರು ಆಗ್ರಹಿಸಿದರು. ಮೃತರ ಕುಟುಂಬಗಳ ಸದಸ್ಯರು ಶಿಕ್ಷಣ ಮುಂದುವರೆಸಲು ಹಾಗೂ ಜೀವನ ನಿರ್ವಹಣೆಗೆ ತೀವ್ರ ತೊಂದರೆ ಅನುಭವಿಸುತ್ತಿದ್ದಾರೆ. ಸರ್ಕಾರ ತಕ್ಷಣ ಸ್ಪಂದಿಸಿ ಉದ್ಯೋಗ ನೀಡಬೇಕು ಎಂದು ಮನವಿ ಮಾಡಿದರು. <box>783 1941 1139 2024</box>
temple-body <box>1215 1065 1521 1333</box>
sidebar-top-title: ನಾಳೆ ಭಗೀರಥ ಜಯಂತಿ <box>1214 102 1521 133</box>
appeal-text: ಶಾಲಾ ಶಿಕ್ಷಣ ಇಲಾಖೆಯ ಪ್ರೌಢಶಾಲಾ ಸಹ ಶಿಕ್ಷಕರಿಗೆ ಪದವಿ ಪೂರ್ವ ಶಿಕ್ಷಣ ಇಲಾಖೆಯ ಉಪನ್ಯಾಸಕ ಹುದ್ದೆಗೆ ಬಡ್ತಿ ನೀಡಲು ಸ್ನಾತಕೋತ್ತರ ಪದವಿ ಹೊಂದಿರುವ ಶಿಕ್ಷಕರ ತಾತ್ಕಾಲಿಕ ಜ್ಯೇಷ್ಠತಾ ಪಟ್ಟಿಯನ್ನು ಏಪ್ರಿಲ್ 25 ರಂದು ಇಲಾಖೆಯ ವೆಬ್ ಸೈಟ್‌ನಲ್ಲಿ ಪ್ರಕಟಿಸಲಾಗಿದೆ. ಆಕ್ಷೇಪಣೆಗಳಿದ್ದಲ್ಲಿ ಮೇ 08 ರಂದು ಸಂಜೆ 5:30 ರ ಒಳಗೆ ಸಲ್ಲಿಸಬೇಕು. ನಂತರ ಬಂದ ಆಕ್ಷೇಪಣೆಗಳನ್ನು ಸ್ವೀಕರಿಸಲಾಗುವುದಿಲ್ಲ. <box>1215 1373 1521 1456</box>
tender-title: ದರಪಟ್ಟಿ ಆಹ್ವಾನ <box>924 1645 1028 1668</box>
bomb-headline-red: ಹುಸಿ ಬಾಂಬ್ <box>791 625 1000 682</box>
lead-col-2: ಸ್ಥಳದಲ್ಲಿ ಕುಡಿಯುವ ನೀರು, ವಿದ್ಯುತ್ ಸಂಪರ್ಕ ಹಾಗೂ ಶೌಚಾಲಯ ನಿರ್ಮಾಣ ಮಾಡಲು ಕ್ರಮ ಕೈಗೊಳ್ಳುವಂತೆ ಹಾಗೂ ಸಮುದಾಯದ ಜನರಿಗೆ ವಸತಿ ಸೌಲಭ್ಯ ಕಲ್ಪಿಸುವಂತೆ ಸಂಬಂಧಿಸಿದ ಅಧಿಕಾರಿಗಳಿಗೆ ಸೂಚಿಸಿದರು. ಗುಂಡ್ಲುಪೇಟೆ ಪಟ್ಟಣದಿಂದ ಇಲ್ಲಿಗೆ ಸಾರಿಗೆ ಬಸ್ ವ್ಯವಸ್ಥೆ ಕಲ್ಪಿಸುವಂತೆ ಸಾರಿಗೆ ಇಲಾಖೆಯ ಅಧಿಕಾರಿಗಳಿಗೆ ತಿಳಿಸಿದರು. ಮಕ್ಕಳ ಶಿಕ್ಷಣಕ್ಕೆ ಆದ್ಯತೆ ನೀಡಬೇಕು ಹಾಗೂ ಪ್ರತಿಯೊಬ್ಬರೂ ಆರೋಗ್ಯ ತಪಾಸಣೆ ಮಾಡಿಸಿಕೊಳ್ಳಬೇಕು ಎಂದು ಸಲಹೆ ನೀಡಿದರು. ಜಾತಿ ಪ್ರಮಾಣ ಪತ್ರ ವಿತರಣೆ ಸಂಬಂಧ ಅರ್ಜಿ ಸಲ್ಲಿಸಿದವರಿಗೆ ಶೀಘ್ರದಲ್ಲಿ ಪ್ರಮಾಣ ಪತ್ರ ನೀಡುವಂತೆ ತಹಶೀಲ್ದಾರ್ ಅವರಿಗೆ ಸೂಚಿಸಿದರು. ಇದೇ ಸಂದರ್ಭದಲ್ಲಿ ವಿವಿಧ ಇಲಾಖೆಗಳ ಅಧಿಕಾರಿಗಳು ಹಾಜರಿದ್ದರು. <box>406 397 795 498</box>
masthead-day: ಶನಿವಾರ <box>1328 58 1359 71</box>
tears-box <box>1147 1939 1520 2173</box>
sidebar-top-text: ಜಿಲ್ಲಾಡಳಿತ, ಕನ್ನಡ ಮತ್ತು ಸಂಸ್ಕೃತಿ ಇಲಾಖೆಯ ವತಿಯಿಂದ ಭಗೀರಥ ಜಯಂತಿಯನ್ನು ಮೇ 04 ರಂದು ಬೆಳಿಗ್ಗೆ 11:30 ಗಂಟೆಗೆ ಕಲಾಮಂದಿರದಲ್ಲಿ ಆಯೋಜಿಸಲಾಗಿದೆ. ಚಿತ್ರದುರ್ಗ ಜಿಲ್ಲೆಯ ಹೊಸದುರ್ಗ ತಾಲ್ಲೂಕಿನ ಭಗೀರಥ ಪೀಠದ ಶ್ರೀ ಶ್ರೀ ಪುರುಷೋತ್ತಮಾನಂದಪುರಿ ಮಹಾಸ್ವಾಮೀಜಿಗಳು ದಿವ್ಯ ಸಾನ್ನಿಧ್ಯ ವಹಿಸಲಿದ್ದಾರೆ. ಸಮಾಜ ಕಲ್ಯಾಣ ಮತ್ತು ಜಿಲ್ಲಾ ಉಸ್ತುವಾರಿ ಸಚಿವರಾದ ಡಾ. ಹೆಚ್.ಸಿ. ಮಹದೇವಪ್ಪ ಅವರು ಕಾರ್ಯಕ್ರಮ ಉದ್ಘಾಟಿಸಲಿದ್ದಾರೆ. ಕೃಷ್ಣರಾಜ ವಿಧಾನಸಭಾ ಕ್ಷೇತ್ರದ ಶಾಸಕರಾದ ಟಿ.ಎಸ್. ಶ್ರೀವತ್ಸ ಅವರು ಅಧ್ಯಕ್ಷತೆ ವಹಿಸಲಿದ್ದಾರೆ. ಲೋಕಸಭಾ ಸದಸ್ಯರು, ವಿಧಾನ ಪರಿಷತ್ ಸದಸ್ಯರು, ಜಿಲ್ಲೆಯ ಎಲ್ಲಾ ಶಾಸಕರು ಹಾಗೂ ಜನಪ್ರತಿನಿಧಿಗಳು ಭಾಗವಹಿಸಲಿದ್ದಾರೆ. ಚಾಮುಂಡೇಶ್ವರಿ ವಿಧಾನಸಭಾ ಕ್ಷೇತ್ರದ ಶಾಸಕರಾದ ಜಿ.ಟಿ. ದೇವೇಗೌಡ, ಕೃಷ್ಣರಾಜನಗರ ಕ್ಷೇತ್ರದ ಶಾಸಕರಾದ ಡಿ. ರವಿಶಂಕರ್, ಹುಣಸೂರು ವಿಧಾನಸಭಾ ಕ್ಷೇತ್ರದ ಶಾಸಕರಾದ ಜಿ.ಡಿ. ಹರೀಶ್ ಗೌಡ ಹಾಗೂ ವಿಧಾನ ಪರಿಷತ್ ಸದಸ್ಯರು ಉಪಸ್ಥಿತರಿರುವರು. ಜಿಲ್ಲಾಧಿಕಾರಿ ಜಿ. ಲಕ್ಷ್ಮೀಕಾಂತ ರೆಡ್ಡಿ, ಜಿಲ್ಲಾ ಪಂಚಾಯತ್ ಮುಖ್ಯ ಕಾರ್ಯನಿರ್ವಹಣಾಧಿಕಾರಿ, ನಗರ ಪೊಲೀಸ್ ಆಯುಕ್ತರು ಹಾಗೂ ಜಿಲ್ಲಾ ಪೊಲೀಸ್ ವರಿಷ್ಠಾಧಿಕಾರಿಗಳು ಭಾಗವಹಿಸಲಿದ್ದಾರೆ ಎಂದು ಕನ್ನಡ ಮತ್ತು ಸಂಸ್ಕೃತಿ ಇಲಾಖೆಯ ಸಹಾಯಕ ನಿರ್ದೇಶಕರು ತಿಳಿಸಿದ್ದಾರೆ. <box>1215 140 1521 384</box>
tender-body <box>751 1673 1201 1822</box>
temple-title: ಚಾಮುಂಡೇಶ್ವರಿ ದೇವಾಲಯದ 100 ಮೀಟರ್ ಪರಿಮಿತಿ ವ್ಯಾಪ್ತಿಯಲ್ಲಿ ವ್ಯಾಪಾರ ವಹಿವಾಟು ನಿಷೇಧ <box>1220 969 1516 1053</box>
lead-dateline: ಚಾಮರಾಜನಗರ: <box>11 205 70 217</box>
bomb-dateline: ಚಾಮರಾಜನಗರ: <box>405 698 464 710</box>
lead-col-3: ಆಗಿದೆ. ಎಲ್ಲಾ ಮಕ್ಕಳಿಗೂ ಕಡ್ಡಾಯ ಶಿಕ್ಷಣ ನೀಡಬೇಕು. ಇಲ್ಲಿ ಅಂಗನವಾಡಿ ಇದೆ. ಅಂಗನವಾಡಿ ನಂತರ 10ನೇ ತರಗತಿವರೆಗೆ ವಸತಿ ಶಾಲೆಗಳಲ್ಲಿ ಹಾಗೂ 6ರಿಂದ 12ನೇ ತರಗತಿವರೆಗೆ ಕ್ರೈಸ್ ವಸತಿ ಶಾಲೆಗಳಲ್ಲಿ ಮಕ್ಕಳನ್ನು ದಾಖಲಿಸಿ ಸೌಲಭ್ಯ ಪಡೆದುಕೊಳ್ಳಬೇಕು. ಅಲೆಮಾರಿ ಜನರು ಮೈಕ್ರೋ ಫೈನಾನ್ಸ್ ಕಂಪನಿಗಳು ನೀಡುವ ಸಾಲ ಪಡೆದು ತೊಂದರೆಗೆ ಒಳಗಾಗಬಾರದು. ಸರ್ಕಾರದ ವತಿಯಿಂದ ಸಮುದಾಯದ ಕಾರ್ಯಕ್ರಮಗಳ ಮಾಹಿತಿ ತಿಳಿದುಕೊಳ್ಳಬೇಕು. ತಾಲೂಕು ಪಂಚಾಯತ್ ಕಾರ್ಯನಿರ್ವಾಹಕ ಅಧಿಕಾರಿ, ಪುರಸಭೆ ಮುಖ್ಯಾಧಿಕಾರಿ, ಸಮಾಜ ಕಲ್ಯಾಣ ಇಲಾಖೆಯ ಅಧಿಕಾರಿಗಳು ಹಾಗೂ ಸಮುದಾಯದ ಮುಖಂಡರು ಉಪಸ್ಥಿತರಿದ್ದರು. ಜಿಲ್ಲಾ ಪರಿಶಿಷ್ಟ ವರ್ಗಗಳ ಕಲ್ಯಾಣ ಇಲಾಖೆಯ ಉಪನಿರ್ದೇಶಕರು ಮಾಹಿತಿ ನೀಡಿದರು. <box>804 205 1198 324</box>
covid-col-1 <box>11 1939 390 2403</box>
workshop-text: ಕರ್ನಾಟಕ ವಿಜ್ಞಾನ ಮತ್ತು ತಂತ್ರಜ್ಞಾನ ಅಕಾಡೆಮಿಯು ಇಂದು ಬಹಳ ಪ್ರಸ್ತುತವಾದ "Lakes-2025: Healthy lakes, Healthy Lives: The Need for conservation" ಎಂಬ ವಿಷಯದ ಮೇಲೆ ಮೇ 22 ಮತ್ತು 23 ರಂದು ಎರಡು ದಿನಗಳ ರಾಷ್ಟ್ರೀಯ ಕಾರ್ಯಾಗಾರವನ್ನು ಆಣೆಹೆಬ್ಬಾಲ್ ಕೆರೆಯಲ್ಲಿ ಆಯೋಜಿಸಲಾಗಿದೆ. ಈ ಕಾರ್ಯಾಗಾರದಲ್ಲಿ ವಿವಿಧ ಪ್ರತಿಷ್ಠಿತ ಸಂಸ್ಥೆಗಳ ಹೆಸರಾಂತ ವಿಜ್ಞಾನಿಗಳು ತಾಂತ್ರಿಕ ಉಪನ್ಯಾಸಗಳನ್ನು ನೀಡಲಿದ್ದಾರೆ. ಈ ಕಾರ್ಯಾಗಾರದಲ್ಲಿ ಸ್ನಾತಕೋತ್ತರ ವಿದ್ಯಾರ್ಥಿಗಳು, ಸಂಶೋಧನಾ ವಿದ್ಯಾರ್ಥಿಗಳು, ಪ್ರಾಧ್ಯಾಪಕರು, ಯುವ ವಿಜ್ಞಾನಿಗಳು, ಕೈಗಾರಿಕಾ ತಜ್ಞರು, ಯುವ ಉದ್ಯಮದಾರರು ಭಾಗವಹಿಸಬಹುದಾಗಿದೆ. ಅಲ್ಲದೇ, ಈ ಕಾರ್ಯಾಗಾರದಲ್ಲಿ ಯುವ ವಿಜ್ಞಾನಿಗಳು ಮತ್ತು ಸಂಶೋಧನಾ ವಿದ್ಯಾರ್ಥಿಗಳು Research paper presentation ಮಾಡಲು ಅವಕಾಶ ಕಲ್ಪಿಸಲಾಗಿದ್ದು, ಆಸಕ್ತರು Research paper ಗಳನ್ನು ಮೇ 17 ರೊಳಗಾಗಿ google form https://forms.gle/qYAgXUgaH7 ಮೂಲಕ ನೋಂದಾಯಿಸಿಕೊಳ್ಳಬಹುದಾಗಿದೆ. ಹೆಚ್ಚಿನ ಮಾಹಿತಿಗಾಗಿ ಕಾರ್ಯಾಗಾರದ ಸಂಯೋಜಕರ ಮೊ: 9845258894, 9620767819 9611198189 ಅನ್ನು ಸಂಪರ್ಕಿಸಬಹುದಾಗಿದೆ ಅಥವಾ ಅಕಾಡೆಮಿಯ ವೆಬ್‌ಸೈಟ್- https://kstacademy.in ವೀಕ್ಷಿಸಬಹುದಾಗಿದೆ ಎಂದು ಕರ್ನಾಟಕ ವಿಜ್ಞಾನ ಮತ್ತು ತಂತ್ರಜ್ಞಾನ ಅಕಾಡೆಮಿಯ ಮುಖ್ಯ ಕಾರ್ಯನಿರ್ವಾಹಕ ಅಧಿಕಾರಿ ಎ.ಎಂ. ರಮೇಶ್ ಅವರು ಪ್ರಕಟಣೆಯಲ್ಲಿ ತಿಳಿಸಿದ್ದಾರೆ. <box>405 1425 736 1686</box>
mid-rule <box>398 1372 1207 1373</box>
bomb-kicker: ಈ ಮೇಲ್ ನಲ್ಲಿ ಬಂದ ಸಂದೇಶ <box>713 592 893 613</box>
